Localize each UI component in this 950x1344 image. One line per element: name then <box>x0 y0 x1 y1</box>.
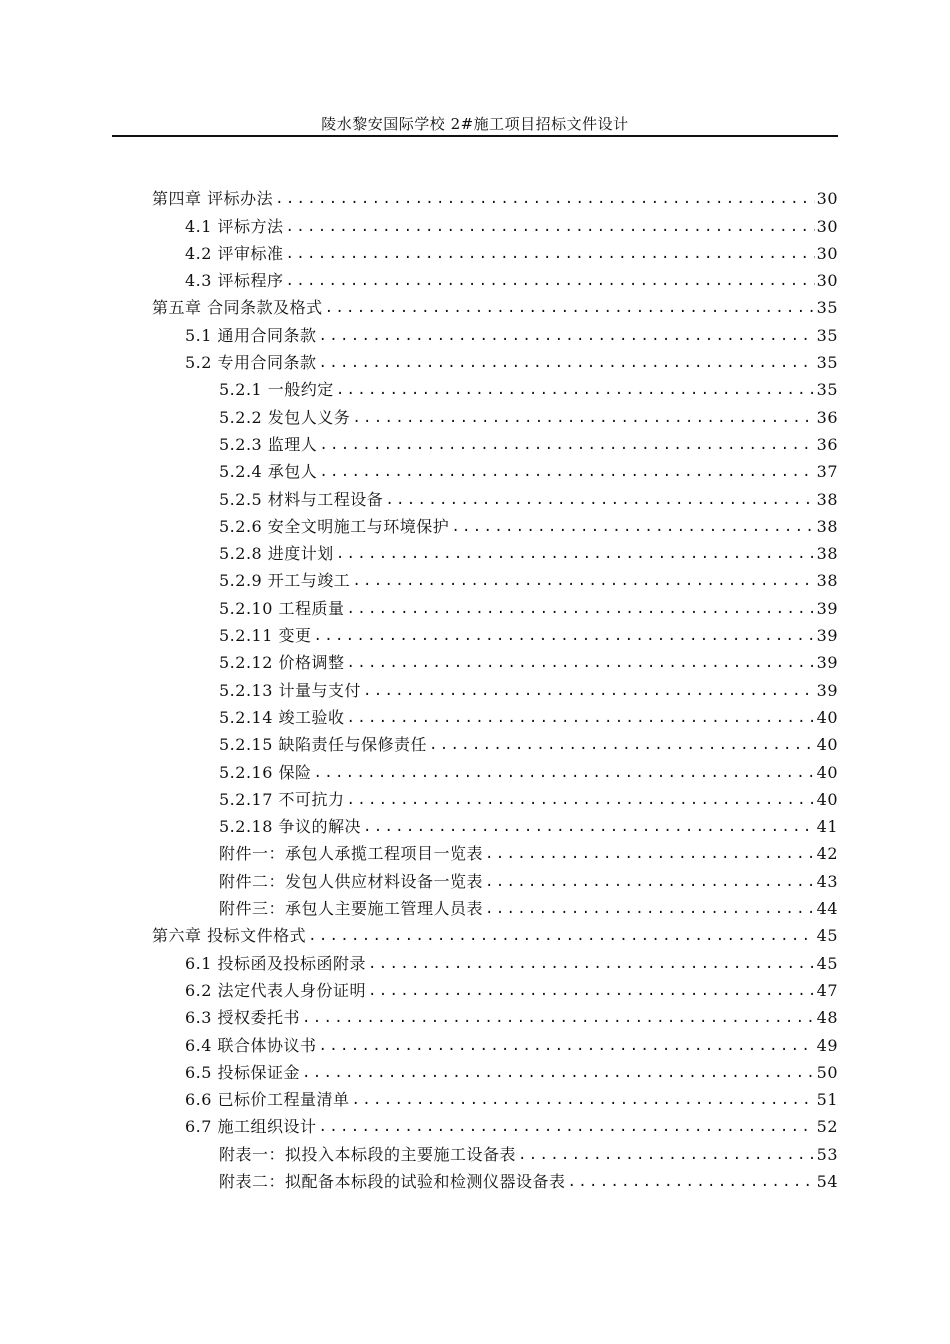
toc-entry-title: 5.2.9 开工与竣工 <box>219 571 351 591</box>
toc-dot-leader <box>429 734 815 756</box>
toc-dot-leader <box>336 543 815 565</box>
toc-entry[interactable] <box>152 1166 838 1193</box>
toc-entry[interactable] <box>152 238 838 265</box>
toc-entry[interactable] <box>152 456 838 483</box>
toc-entry-title: 5.2.12 价格调整 <box>219 653 345 673</box>
toc-entry[interactable] <box>152 483 838 510</box>
toc-entry-title: 6.6 已标价工程量清单 <box>185 1090 350 1110</box>
toc-dot-leader <box>485 843 815 865</box>
toc-entry-page-number: 45 <box>816 953 838 973</box>
toc-entry[interactable] <box>152 702 838 729</box>
toc-dot-leader <box>286 216 815 238</box>
toc-entry-page-number: 35 <box>816 298 838 318</box>
toc-dot-leader <box>319 461 814 483</box>
toc-entry-title: 附件一：承包人承揽工程项目一览表 <box>219 844 484 864</box>
toc-entry-page-number: 52 <box>816 1117 838 1137</box>
toc-entry-page-number: 30 <box>816 243 838 263</box>
toc-entry-page-number: 47 <box>816 980 838 1000</box>
toc-entry-page-number: 44 <box>816 899 838 919</box>
toc-entry-page-number: 35 <box>816 380 838 400</box>
toc-entry-title: 附表一：拟投入本标段的主要施工设备表 <box>219 1144 517 1164</box>
toc-entry-page-number: 37 <box>816 462 838 482</box>
toc-entry-title: 5.2.8 进度计划 <box>219 544 334 564</box>
toc-dot-leader <box>313 625 814 647</box>
toc-dot-leader <box>451 516 814 538</box>
toc-dot-leader <box>275 188 815 210</box>
toc-entry[interactable] <box>152 292 838 319</box>
toc-entry-title: 5.2.1 一般约定 <box>219 380 334 400</box>
toc-dot-leader <box>346 598 814 620</box>
toc-dot-leader <box>518 1144 815 1166</box>
toc-dot-leader <box>352 570 814 592</box>
toc-entry-page-number: 40 <box>816 762 838 782</box>
toc-entry[interactable] <box>152 265 838 292</box>
toc-entry-title: 5.2.16 保险 <box>219 762 312 782</box>
toc-entry-title: 4.2 评审标准 <box>185 243 284 263</box>
toc-entry[interactable] <box>152 429 838 456</box>
toc-entry-title: 6.2 法定代表人身份证明 <box>185 980 367 1000</box>
toc-dot-leader <box>319 325 815 347</box>
toc-dot-leader <box>319 1116 815 1138</box>
toc-entry[interactable] <box>152 592 838 619</box>
toc-entry-page-number: 40 <box>816 707 838 727</box>
toc-entry-title: 5.2.5 材料与工程设备 <box>219 489 384 509</box>
toc-entry[interactable] <box>152 947 838 974</box>
toc-dot-leader <box>313 762 814 784</box>
toc-entry[interactable] <box>152 975 838 1002</box>
toc-dot-leader <box>363 816 815 838</box>
toc-entry-page-number: 36 <box>816 434 838 454</box>
toc-entry-page-number: 49 <box>816 1035 838 1055</box>
toc-entry-page-number: 35 <box>816 353 838 373</box>
toc-entry-page-number: 30 <box>816 189 838 209</box>
toc-entry-title: 5.2.13 计量与支付 <box>219 680 361 700</box>
toc-entry-page-number: 36 <box>816 407 838 427</box>
toc-dot-leader <box>346 652 814 674</box>
toc-entry-title: 5.2.17 不可抗力 <box>219 789 345 809</box>
toc-entry-page-number: 43 <box>816 871 838 891</box>
toc-dot-leader <box>363 680 815 702</box>
toc-entry-title: 5.1 通用合同条款 <box>185 325 317 345</box>
toc-entry[interactable] <box>152 784 838 811</box>
toc-entry-title: 附件二：发包人供应材料设备一览表 <box>219 871 484 891</box>
toc-entry[interactable] <box>152 374 838 401</box>
toc-dot-leader <box>319 1035 815 1057</box>
toc-entry-title: 4.3 评标程序 <box>185 271 284 291</box>
toc-dot-leader <box>325 297 815 319</box>
toc-entry[interactable] <box>152 647 838 674</box>
toc-entry-page-number: 38 <box>816 516 838 536</box>
toc-entry[interactable] <box>152 319 838 346</box>
toc-entry-page-number: 38 <box>816 489 838 509</box>
toc-dot-leader <box>385 489 814 511</box>
toc-entry-title: 5.2.15 缺陷责任与保修责任 <box>219 735 427 755</box>
toc-dot-leader <box>302 1062 815 1084</box>
toc-entry[interactable] <box>152 1138 838 1165</box>
toc-entry[interactable] <box>152 674 838 701</box>
toc-entry-page-number: 39 <box>816 680 838 700</box>
toc-entry-page-number: 42 <box>816 844 838 864</box>
toc-entry-title: 5.2.6 安全文明施工与环境保护 <box>219 516 450 536</box>
toc-dot-leader <box>286 270 815 292</box>
toc-entry-page-number: 38 <box>816 571 838 591</box>
toc-entry-page-number: 39 <box>816 598 838 618</box>
toc-dot-leader <box>319 352 815 374</box>
toc-entry-page-number: 30 <box>816 271 838 291</box>
toc-entry-page-number: 40 <box>816 789 838 809</box>
toc-entry-title: 6.3 授权委托书 <box>185 1008 301 1028</box>
toc-entry-page-number: 41 <box>816 817 838 837</box>
toc-entry-title: 5.2.11 变更 <box>219 626 312 646</box>
toc-entry[interactable] <box>152 620 838 647</box>
toc-dot-leader <box>352 407 814 429</box>
page-header-title: 陵水黎安国际学校 2#施工项目招标文件设计 <box>321 115 629 133</box>
toc-entry-title: 6.1 投标函及投标函附录 <box>185 953 367 973</box>
table-of-contents <box>152 183 838 1193</box>
toc-entry[interactable] <box>152 838 838 865</box>
toc-dot-leader <box>485 871 815 893</box>
toc-entry-page-number: 51 <box>816 1090 838 1110</box>
toc-entry[interactable] <box>152 183 838 210</box>
toc-entry-page-number: 54 <box>816 1171 838 1191</box>
toc-entry-page-number: 45 <box>816 926 838 946</box>
toc-entry-page-number: 38 <box>816 544 838 564</box>
toc-entry[interactable] <box>152 347 838 374</box>
toc-entry-title: 附件三：承包人主要施工管理人员表 <box>219 899 484 919</box>
toc-dot-leader <box>568 1171 815 1193</box>
toc-entry[interactable] <box>152 1111 838 1138</box>
toc-entry-page-number: 48 <box>816 1008 838 1028</box>
toc-entry[interactable] <box>152 1002 838 1029</box>
toc-entry[interactable] <box>152 1084 838 1111</box>
toc-entry[interactable] <box>152 865 838 892</box>
toc-dot-leader <box>336 379 815 401</box>
toc-entry-title: 第四章 评标办法 <box>152 189 274 209</box>
toc-entry-title: 5.2.18 争议的解决 <box>219 817 361 837</box>
toc-dot-leader <box>368 953 815 975</box>
toc-entry[interactable] <box>152 920 838 947</box>
toc-entry-title: 5.2 专用合同条款 <box>185 353 317 373</box>
toc-entry-title: 4.1 评标方法 <box>185 216 284 236</box>
toc-entry-title: 第六章 投标文件格式 <box>152 926 307 946</box>
toc-entry-title: 6.5 投标保证金 <box>185 1062 301 1082</box>
toc-entry[interactable] <box>152 811 838 838</box>
toc-dot-leader <box>308 925 815 947</box>
toc-dot-leader <box>368 980 815 1002</box>
toc-entry-page-number: 50 <box>816 1062 838 1082</box>
toc-dot-leader <box>319 434 814 456</box>
toc-entry[interactable] <box>152 756 838 783</box>
toc-entry-page-number: 39 <box>816 653 838 673</box>
toc-dot-leader <box>302 1007 815 1029</box>
header-divider <box>112 135 838 137</box>
toc-entry-title: 5.2.14 竣工验收 <box>219 707 345 727</box>
toc-entry-page-number: 39 <box>816 626 838 646</box>
toc-entry[interactable] <box>152 1057 838 1084</box>
toc-entry-page-number: 53 <box>816 1144 838 1164</box>
toc-entry-title: 6.7 施工组织设计 <box>185 1117 317 1137</box>
toc-entry[interactable] <box>152 210 838 237</box>
toc-entry[interactable] <box>152 893 838 920</box>
toc-entry-title: 附表二：拟配备本标段的试验和检测仪器设备表 <box>219 1171 566 1191</box>
toc-entry[interactable] <box>152 401 838 428</box>
toc-dot-leader <box>346 789 814 811</box>
toc-entry-title: 5.2.3 监理人 <box>219 434 318 454</box>
toc-entry-title: 5.2.2 发包人义务 <box>219 407 351 427</box>
toc-entry-page-number: 35 <box>816 325 838 345</box>
toc-dot-leader <box>346 707 814 729</box>
toc-entry[interactable] <box>152 1029 838 1056</box>
toc-entry[interactable] <box>152 511 838 538</box>
toc-entry-title: 5.2.10 工程质量 <box>219 598 345 618</box>
toc-entry-title: 5.2.4 承包人 <box>219 462 318 482</box>
toc-dot-leader <box>485 898 815 920</box>
toc-entry[interactable] <box>152 538 838 565</box>
toc-entry-title: 6.4 联合体协议书 <box>185 1035 317 1055</box>
toc-entry[interactable] <box>152 729 838 756</box>
toc-dot-leader <box>352 1089 815 1111</box>
toc-entry-page-number: 30 <box>816 216 838 236</box>
toc-entry[interactable] <box>152 565 838 592</box>
toc-entry-title: 第五章 合同条款及格式 <box>152 298 323 318</box>
toc-dot-leader <box>286 243 815 265</box>
toc-entry-page-number: 40 <box>816 735 838 755</box>
